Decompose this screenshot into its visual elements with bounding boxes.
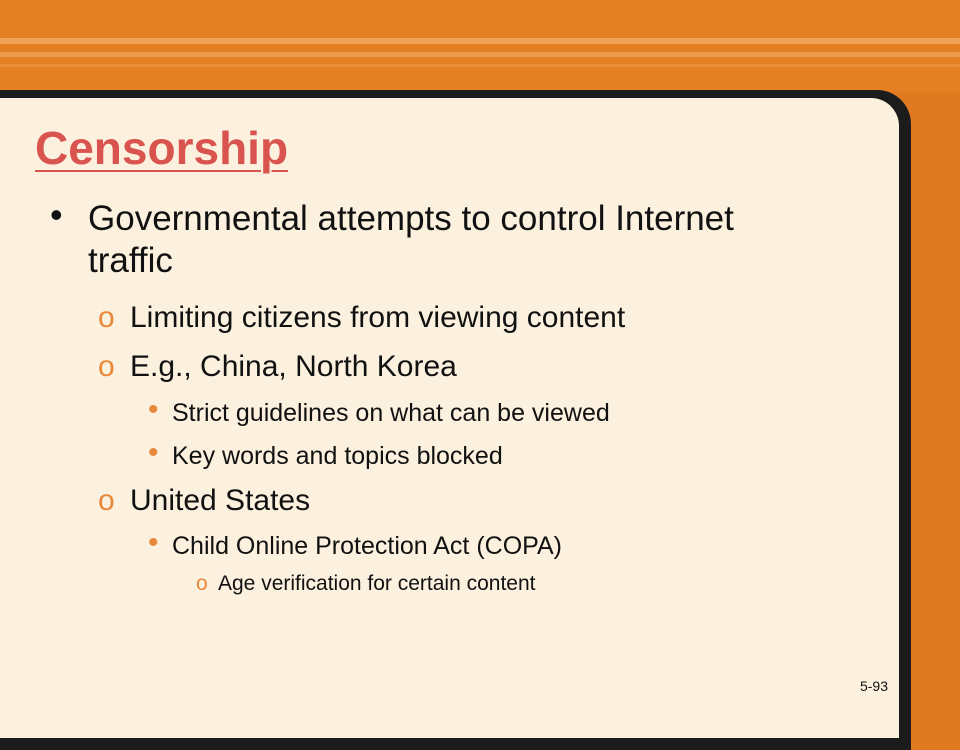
bullet-dot-icon: • bbox=[148, 436, 159, 469]
slide-number: 5-93 bbox=[859, 678, 888, 694]
bullet-o-icon: o bbox=[98, 301, 115, 334]
bullet-level4 bbox=[196, 571, 536, 597]
bullet-level2 bbox=[98, 483, 311, 519]
bullet-text: Governmental attempts to control Internet traffic bbox=[88, 199, 734, 280]
bullet-text: Limiting citizens from viewing content bbox=[130, 301, 626, 334]
bullet-level3 bbox=[148, 526, 562, 561]
bullet-o-icon: o bbox=[98, 350, 115, 383]
bullet-level2 bbox=[98, 300, 626, 336]
bullet-text: Strict guidelines on what can be viewed bbox=[172, 399, 610, 427]
bullet-text: United States bbox=[130, 484, 311, 517]
bullet-o-icon: o bbox=[98, 484, 115, 517]
slide-title: Censorship bbox=[35, 122, 289, 174]
bullet-dot-icon: • bbox=[148, 526, 159, 559]
bullet-level3 bbox=[148, 393, 610, 428]
bullet-text: Child Online Protection Act (COPA) bbox=[172, 532, 562, 560]
top-stripe bbox=[0, 38, 960, 44]
bullet-text: Age verification for certain content bbox=[218, 572, 536, 595]
bullet-dot-icon: • bbox=[148, 393, 159, 426]
top-orange-band bbox=[0, 0, 960, 92]
bullet-o-icon: o bbox=[196, 572, 208, 595]
bullet-level2 bbox=[98, 349, 457, 385]
top-stripe bbox=[0, 52, 960, 57]
top-stripe bbox=[0, 64, 960, 67]
bullet-level3 bbox=[148, 436, 503, 471]
bullet-level1 bbox=[50, 194, 788, 282]
bullet-text: E.g., China, North Korea bbox=[130, 350, 457, 383]
bullet-text: Key words and topics blocked bbox=[172, 442, 503, 470]
bullet-dot-icon: • bbox=[50, 194, 63, 235]
